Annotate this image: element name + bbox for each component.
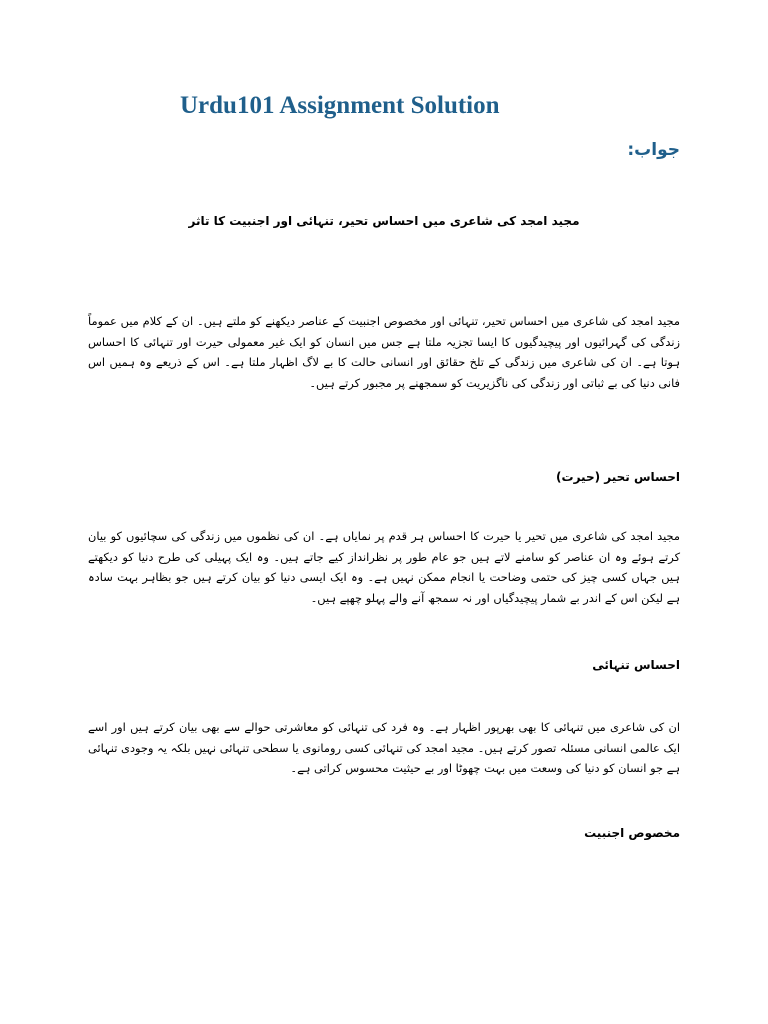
section-heading-wonder: احساس تحیر (حیرت) (556, 470, 680, 484)
section-heading-alienation: مخصوص اجنبیت (584, 826, 680, 840)
paragraph-intro: مجید امجد کی شاعری میں احساس تحیر، تنہائی اور مخصوص اجنبیت کے عناصر دیکھنے کو ملتے ہیں۔ ان کے کلام میں عموماً زندگی کی گہرائیوں اور پیچیدگیوں کا ایسا تجزیہ ملتا ہے جس میں انسان کو ایک غیر معمولی حیرت اور تنہائی کا احساس ہوتا ہے۔ ان کی شاعری میں زندگی کے تلخ حقائق اور انسانی حالت کا بے لاگ اظہار ملتا ہے۔ اس کے ذریعے وہ ہمیں اس فانی دنیا کی بے ثباتی اور زندگی کی ناگزیریت کو سمجھنے پر مجبور کرتے ہیں۔ (88, 314, 680, 390)
section-heading-loneliness: احساس تنہائی (592, 658, 680, 672)
answer-label: جواب: (627, 140, 680, 160)
paragraph-loneliness: ان کی شاعری میں تنہائی کا بھی بھرپور اظہار ہے۔ وہ فرد کی تنہائی کو معاشرتی حوالے سے بھی بیان کرتے ہیں اور اسے ایک عالمی انسانی مسئلہ تصور کرتے ہیں۔ مجید امجد کی تنہائی کسی رومانوی یا سطحی تنہائی نہیں بلکہ یہ وجودی تنہائی ہے جو انسان کو دنیا کی وسعت میں بہت چھوٹا اور بے حیثیت محسوس کراتی ہے۔ (88, 720, 680, 775)
paragraph-wonder: مجید امجد کی شاعری میں تحیر یا حیرت کا احساس ہر قدم پر نمایاں ہے۔ ان کی نظموں میں زندگی کی سچائیوں کو بیان کرتے ہوئے وہ ان عناصر کو سامنے لاتے ہیں جو عام طور پر نظرانداز کیے جاتے ہیں۔ وہ ایک پہیلی کی طرح دنیا کو دیکھتے ہیں جہاں کسی چیز کی حتمی وضاحت یا انجام ممکن نہیں ہے۔ وہ ایک ایسی دنیا کو بیان کرتے ہیں جو بظاہر بہت سادہ ہے لیکن اس کے اندر بے شمار پیچیدگیاں اور نہ سمجھ آنے والے پہلو چھپے ہیں۔ (88, 529, 680, 605)
main-heading: مجید امجد کی شاعری میں احساس تحیر، تنہائی اور اجنبیت کا تاثر (188, 214, 580, 228)
document-title: Urdu101 Assignment Solution (180, 92, 500, 119)
